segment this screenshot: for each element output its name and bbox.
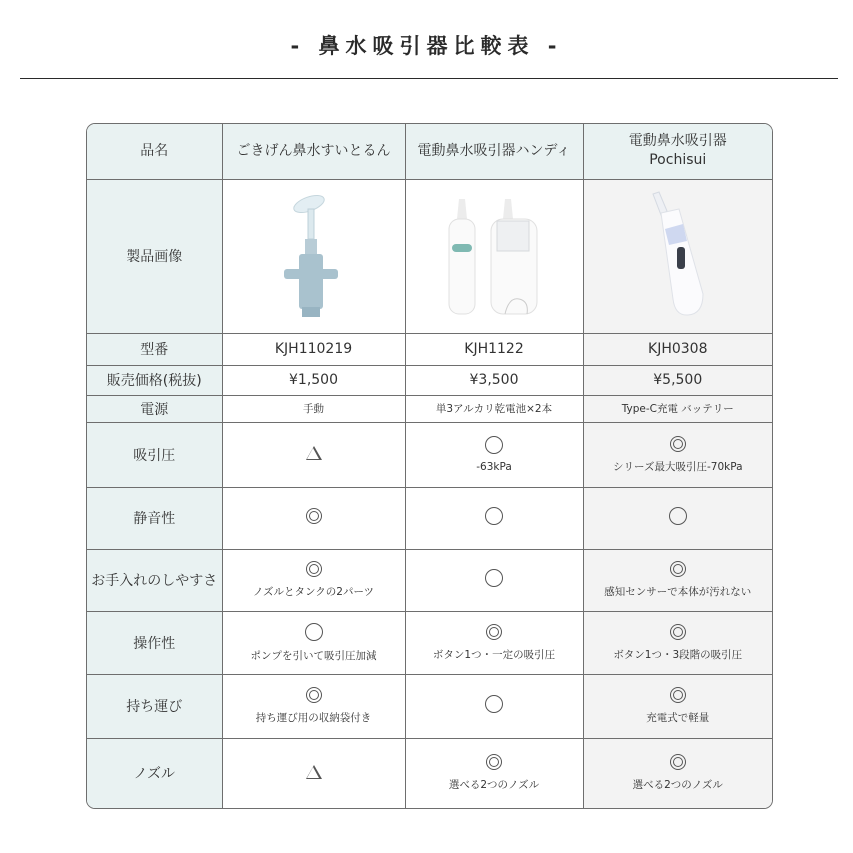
comparison-table (86, 123, 773, 809)
row-label: ノズル (87, 738, 222, 808)
table-row-quietness (87, 487, 772, 549)
rating-cell (405, 674, 583, 738)
manual-aspirator-image (274, 189, 354, 319)
double-circle-icon (306, 561, 322, 577)
double-circle-icon (306, 508, 322, 524)
model-number-1: KJH110219 (222, 333, 405, 365)
product-image-3 (583, 179, 772, 333)
double-circle-icon (670, 687, 686, 703)
power-1: 手動 (222, 395, 405, 422)
table-row-power (87, 395, 772, 422)
circle-icon (305, 623, 323, 641)
row-label: 型番 (87, 333, 222, 365)
price-2: ¥3,500 (405, 365, 583, 395)
rating-cell: ノズルとタンクの2パーツ (222, 549, 405, 611)
rating-cell (405, 487, 583, 549)
product-image-1 (222, 179, 405, 333)
product-name-1: ごきげん鼻水すいとるん (222, 124, 405, 179)
rating-cell (583, 487, 772, 549)
table-row-nozzle (87, 738, 772, 808)
rating-cell: ポンプを引いて吸引圧加減 (222, 611, 405, 674)
model-number-2: KJH1122 (405, 333, 583, 365)
row-label: 製品画像 (87, 179, 222, 333)
rating-cell: シリーズ最大吸引圧-70kPa (583, 422, 772, 487)
product-name-3: 電動鼻水吸引器 Pochisui (583, 124, 772, 179)
row-label: 電源 (87, 395, 222, 422)
rating-cell: 選べる2つのノズル (405, 738, 583, 808)
rating-cell: ボタン1つ・3段階の吸引圧 (583, 611, 772, 674)
table-row-image (87, 179, 772, 333)
double-circle-icon (670, 754, 686, 770)
rating-cell: 感知センサーで本体が汚れない (583, 549, 772, 611)
price-3: ¥5,500 (583, 365, 772, 395)
double-circle-icon (486, 624, 502, 640)
table-row-model (87, 333, 772, 365)
table-row-operability (87, 611, 772, 674)
product-name-2: 電動鼻水吸引器ハンディ (405, 124, 583, 179)
table-row-suction (87, 422, 772, 487)
rating-cell: ボタン1つ・一定の吸引圧 (405, 611, 583, 674)
row-label: 静音性 (87, 487, 222, 549)
title-divider (20, 78, 838, 79)
header-row (87, 124, 772, 179)
circle-icon (485, 569, 503, 587)
double-circle-icon (670, 436, 686, 452)
rating-cell: 選べる2つのノズル (583, 738, 772, 808)
power-2: 単3アルカリ乾電池×2本 (405, 395, 583, 422)
double-circle-icon (670, 561, 686, 577)
triangle-icon (306, 446, 322, 460)
table-row-cleaning (87, 549, 772, 611)
circle-icon (485, 507, 503, 525)
pochisui-aspirator-image (633, 189, 723, 319)
triangle-icon (306, 765, 322, 779)
double-circle-icon (306, 687, 322, 703)
row-label: 吸引圧 (87, 422, 222, 487)
price-1: ¥1,500 (222, 365, 405, 395)
rating-cell (222, 738, 405, 808)
row-label: お手入れのしやすさ (87, 549, 222, 611)
row-label: 販売価格(税抜) (87, 365, 222, 395)
rating-cell: -63kPa (405, 422, 583, 487)
circle-icon (485, 436, 503, 454)
rating-cell (222, 422, 405, 487)
table-row-price (87, 365, 772, 395)
double-circle-icon (486, 754, 502, 770)
row-label: 操作性 (87, 611, 222, 674)
double-circle-icon (670, 624, 686, 640)
circle-icon (485, 695, 503, 713)
handy-aspirator-image (439, 189, 549, 319)
row-label: 持ち運び (87, 674, 222, 738)
rating-cell: 持ち運び用の収納袋付き (222, 674, 405, 738)
power-3: Type-C充電 バッテリー (583, 395, 772, 422)
table-row-portability (87, 674, 772, 738)
rating-cell (222, 487, 405, 549)
page-title: - 鼻水吸引器比較表 - (290, 34, 563, 58)
product-image-2 (405, 179, 583, 333)
rating-cell: 充電式で軽量 (583, 674, 772, 738)
rating-cell (405, 549, 583, 611)
model-number-3: KJH0308 (583, 333, 772, 365)
header-label: 品名 (87, 124, 222, 179)
circle-icon (669, 507, 687, 525)
